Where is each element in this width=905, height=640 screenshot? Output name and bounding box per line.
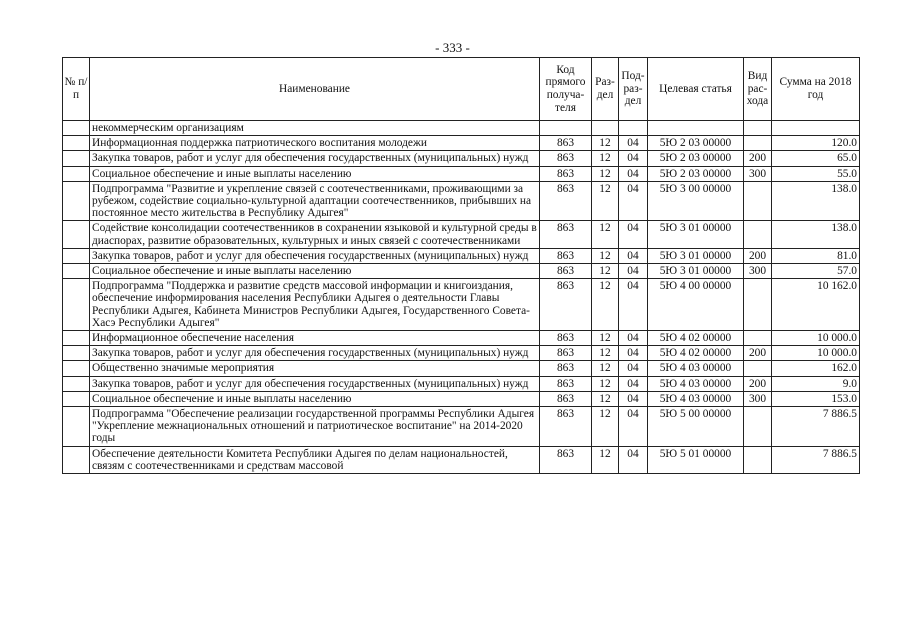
row-name: Социальное обеспечение и иные выплаты населению: [90, 166, 540, 181]
row-name: Закупка товаров, работ и услуг для обеспечения государственных (муниципальных) нужд: [90, 248, 540, 263]
row-code: 863: [540, 407, 592, 447]
row-number: [63, 221, 90, 248]
row-name: Закупка товаров, работ и услуг для обеспечения государственных (муниципальных) нужд: [90, 151, 540, 166]
row-code: 863: [540, 151, 592, 166]
table-row: [63, 279, 860, 331]
table-row: [63, 248, 860, 263]
row-podrazdel: 04: [619, 264, 648, 279]
row-podrazdel: 04: [619, 331, 648, 346]
row-article: 5Ю 3 01 00000: [648, 248, 744, 263]
row-podrazdel: 04: [619, 446, 648, 473]
row-sum: 7 886.5: [772, 407, 860, 447]
row-podrazdel: 04: [619, 361, 648, 376]
row-razdel: 12: [592, 331, 619, 346]
row-code: 863: [540, 166, 592, 181]
row-article: 5Ю 5 00 00000: [648, 407, 744, 447]
row-vid: 200: [744, 151, 772, 166]
row-podrazdel: 04: [619, 376, 648, 391]
row-razdel: 12: [592, 264, 619, 279]
table-row: [63, 264, 860, 279]
row-article: 5Ю 3 00 00000: [648, 181, 744, 221]
row-podrazdel: 04: [619, 346, 648, 361]
table-row: [63, 136, 860, 151]
table-row: [63, 181, 860, 221]
row-vid: 300: [744, 166, 772, 181]
col-header-podrazdel: Под-раз-дел: [619, 58, 648, 121]
row-name: Общественно значимые мероприятия: [90, 361, 540, 376]
row-number: [63, 181, 90, 221]
row-name: Информационное обеспечение населения: [90, 331, 540, 346]
col-header-code: Код прямого получа-теля: [540, 58, 592, 121]
row-vid: [744, 279, 772, 331]
row-number: [63, 279, 90, 331]
row-razdel: 12: [592, 151, 619, 166]
row-razdel: 12: [592, 376, 619, 391]
row-razdel: 12: [592, 166, 619, 181]
page-number: - 333 -: [435, 40, 470, 55]
row-name: Подпрограмма "Развитие и укрепление связей с соотечественниками, проживающими за рубежом, содействие социально-культурной адаптации соотечественников, прибывших на постоянное место жительства в Республику Адыгея": [90, 181, 540, 221]
table-row: [63, 346, 860, 361]
row-name: Подпрограмма "Поддержка и развитие средств массовой информации и книгоиздания, обеспечение информирования населения Республики Адыгея о деятельности Главы Республики Адыгея, Кабинета Министров Республики Адыгея, Государственного Совета-Хасэ Республики Адыгея": [90, 279, 540, 331]
row-sum: 55.0: [772, 166, 860, 181]
row-code: 863: [540, 279, 592, 331]
row-number: [63, 446, 90, 473]
row-sum: 65.0: [772, 151, 860, 166]
row-article: 5Ю 4 02 00000: [648, 331, 744, 346]
row-code: 863: [540, 391, 592, 406]
row-vid: [744, 331, 772, 346]
col-header-vid: Вид рас-хода: [744, 58, 772, 121]
row-number: [63, 264, 90, 279]
row-razdel: 12: [592, 221, 619, 248]
row-number: [63, 391, 90, 406]
row-code: 863: [540, 264, 592, 279]
table-row: [63, 151, 860, 166]
row-name: Содействие консолидации соотечественников в сохранении языковой и культурной среды в диаспорах, развитие образовательных, культурных и иных связей с соотечественниками: [90, 221, 540, 248]
row-vid: [744, 361, 772, 376]
col-header-article: Целевая статья: [648, 58, 744, 121]
table-row: [63, 446, 860, 473]
row-code: 863: [540, 361, 592, 376]
row-vid: [744, 121, 772, 136]
row-razdel: 12: [592, 136, 619, 151]
row-number: [63, 166, 90, 181]
row-number: [63, 376, 90, 391]
budget-table: [62, 57, 860, 474]
row-code: 863: [540, 331, 592, 346]
row-sum: 162.0: [772, 361, 860, 376]
col-header-razdel: Раз-дел: [592, 58, 619, 121]
row-code: 863: [540, 181, 592, 221]
row-article: 5Ю 5 01 00000: [648, 446, 744, 473]
row-razdel: 12: [592, 346, 619, 361]
row-name: Закупка товаров, работ и услуг для обеспечения государственных (муниципальных) нужд: [90, 376, 540, 391]
row-vid: [744, 221, 772, 248]
row-razdel: 12: [592, 407, 619, 447]
row-vid: 200: [744, 376, 772, 391]
row-article: 5Ю 4 00 00000: [648, 279, 744, 331]
row-number: [63, 346, 90, 361]
row-vid: [744, 446, 772, 473]
row-code: 863: [540, 248, 592, 263]
row-razdel: [592, 121, 619, 136]
row-article: 5Ю 4 03 00000: [648, 376, 744, 391]
row-code: 863: [540, 446, 592, 473]
row-sum: 153.0: [772, 391, 860, 406]
table-row: [63, 361, 860, 376]
row-podrazdel: 04: [619, 166, 648, 181]
row-razdel: 12: [592, 361, 619, 376]
row-podrazdel: 04: [619, 221, 648, 248]
row-vid: 300: [744, 391, 772, 406]
row-vid: [744, 407, 772, 447]
row-podrazdel: 04: [619, 248, 648, 263]
row-name: Социальное обеспечение и иные выплаты населению: [90, 391, 540, 406]
row-article: 5Ю 3 01 00000: [648, 221, 744, 248]
header-row: [63, 58, 860, 121]
row-article: 5Ю 3 01 00000: [648, 264, 744, 279]
row-podrazdel: 04: [619, 151, 648, 166]
row-podrazdel: 04: [619, 279, 648, 331]
row-number: [63, 136, 90, 151]
row-name: некоммерческим организациям: [90, 121, 540, 136]
row-number: [63, 121, 90, 136]
row-podrazdel: 04: [619, 391, 648, 406]
row-podrazdel: 04: [619, 136, 648, 151]
row-name: Информационная поддержка патриотического воспитания молодежи: [90, 136, 540, 151]
table-row: [63, 166, 860, 181]
row-razdel: 12: [592, 248, 619, 263]
row-number: [63, 151, 90, 166]
row-code: 863: [540, 221, 592, 248]
table-row: [63, 391, 860, 406]
row-name: Социальное обеспечение и иные выплаты населению: [90, 264, 540, 279]
row-article: 5Ю 2 03 00000: [648, 166, 744, 181]
row-razdel: 12: [592, 279, 619, 331]
row-sum: 120.0: [772, 136, 860, 151]
row-razdel: 12: [592, 446, 619, 473]
row-name: Закупка товаров, работ и услуг для обеспечения государственных (муниципальных) нужд: [90, 346, 540, 361]
row-number: [63, 361, 90, 376]
table-body: [63, 121, 860, 474]
col-header-num: № п/п: [63, 58, 90, 121]
row-vid: 300: [744, 264, 772, 279]
row-sum: 10 000.0: [772, 346, 860, 361]
row-name: Обеспечение деятельности Комитета Республики Адыгея по делам национальностей, связям с соотечественниками и средствам массовой: [90, 446, 540, 473]
row-sum: 9.0: [772, 376, 860, 391]
row-sum: 138.0: [772, 221, 860, 248]
row-article: 5Ю 4 02 00000: [648, 346, 744, 361]
row-vid: [744, 136, 772, 151]
row-article: [648, 121, 744, 136]
row-number: [63, 331, 90, 346]
table-row: [63, 407, 860, 447]
table-row: [63, 376, 860, 391]
row-vid: 200: [744, 346, 772, 361]
row-article: 5Ю 2 03 00000: [648, 136, 744, 151]
row-article: 5Ю 2 03 00000: [648, 151, 744, 166]
row-sum: 81.0: [772, 248, 860, 263]
row-article: 5Ю 4 03 00000: [648, 361, 744, 376]
col-header-sum: Сумма на 2018 год: [772, 58, 860, 121]
row-podrazdel: 04: [619, 407, 648, 447]
row-number: [63, 248, 90, 263]
row-razdel: 12: [592, 391, 619, 406]
row-razdel: 12: [592, 181, 619, 221]
col-header-name: Наименование: [90, 58, 540, 121]
row-sum: 7 886.5: [772, 446, 860, 473]
row-sum: 57.0: [772, 264, 860, 279]
row-name: Подпрограмма "Обеспечение реализации государственной программы Республики Адыгея "Укрепление межнациональных отношений и патриотическое воспитание" на 2014-2020 годы: [90, 407, 540, 447]
row-vid: 200: [744, 248, 772, 263]
row-code: 863: [540, 136, 592, 151]
row-code: 863: [540, 346, 592, 361]
table-row: [63, 121, 860, 136]
row-code: [540, 121, 592, 136]
row-code: 863: [540, 376, 592, 391]
row-podrazdel: [619, 121, 648, 136]
row-sum: 10 000.0: [772, 331, 860, 346]
table-row: [63, 331, 860, 346]
row-podrazdel: 04: [619, 181, 648, 221]
row-sum: 138.0: [772, 181, 860, 221]
row-article: 5Ю 4 03 00000: [648, 391, 744, 406]
row-sum: 10 162.0: [772, 279, 860, 331]
row-number: [63, 407, 90, 447]
row-vid: [744, 181, 772, 221]
table-row: [63, 221, 860, 248]
row-sum: [772, 121, 860, 136]
